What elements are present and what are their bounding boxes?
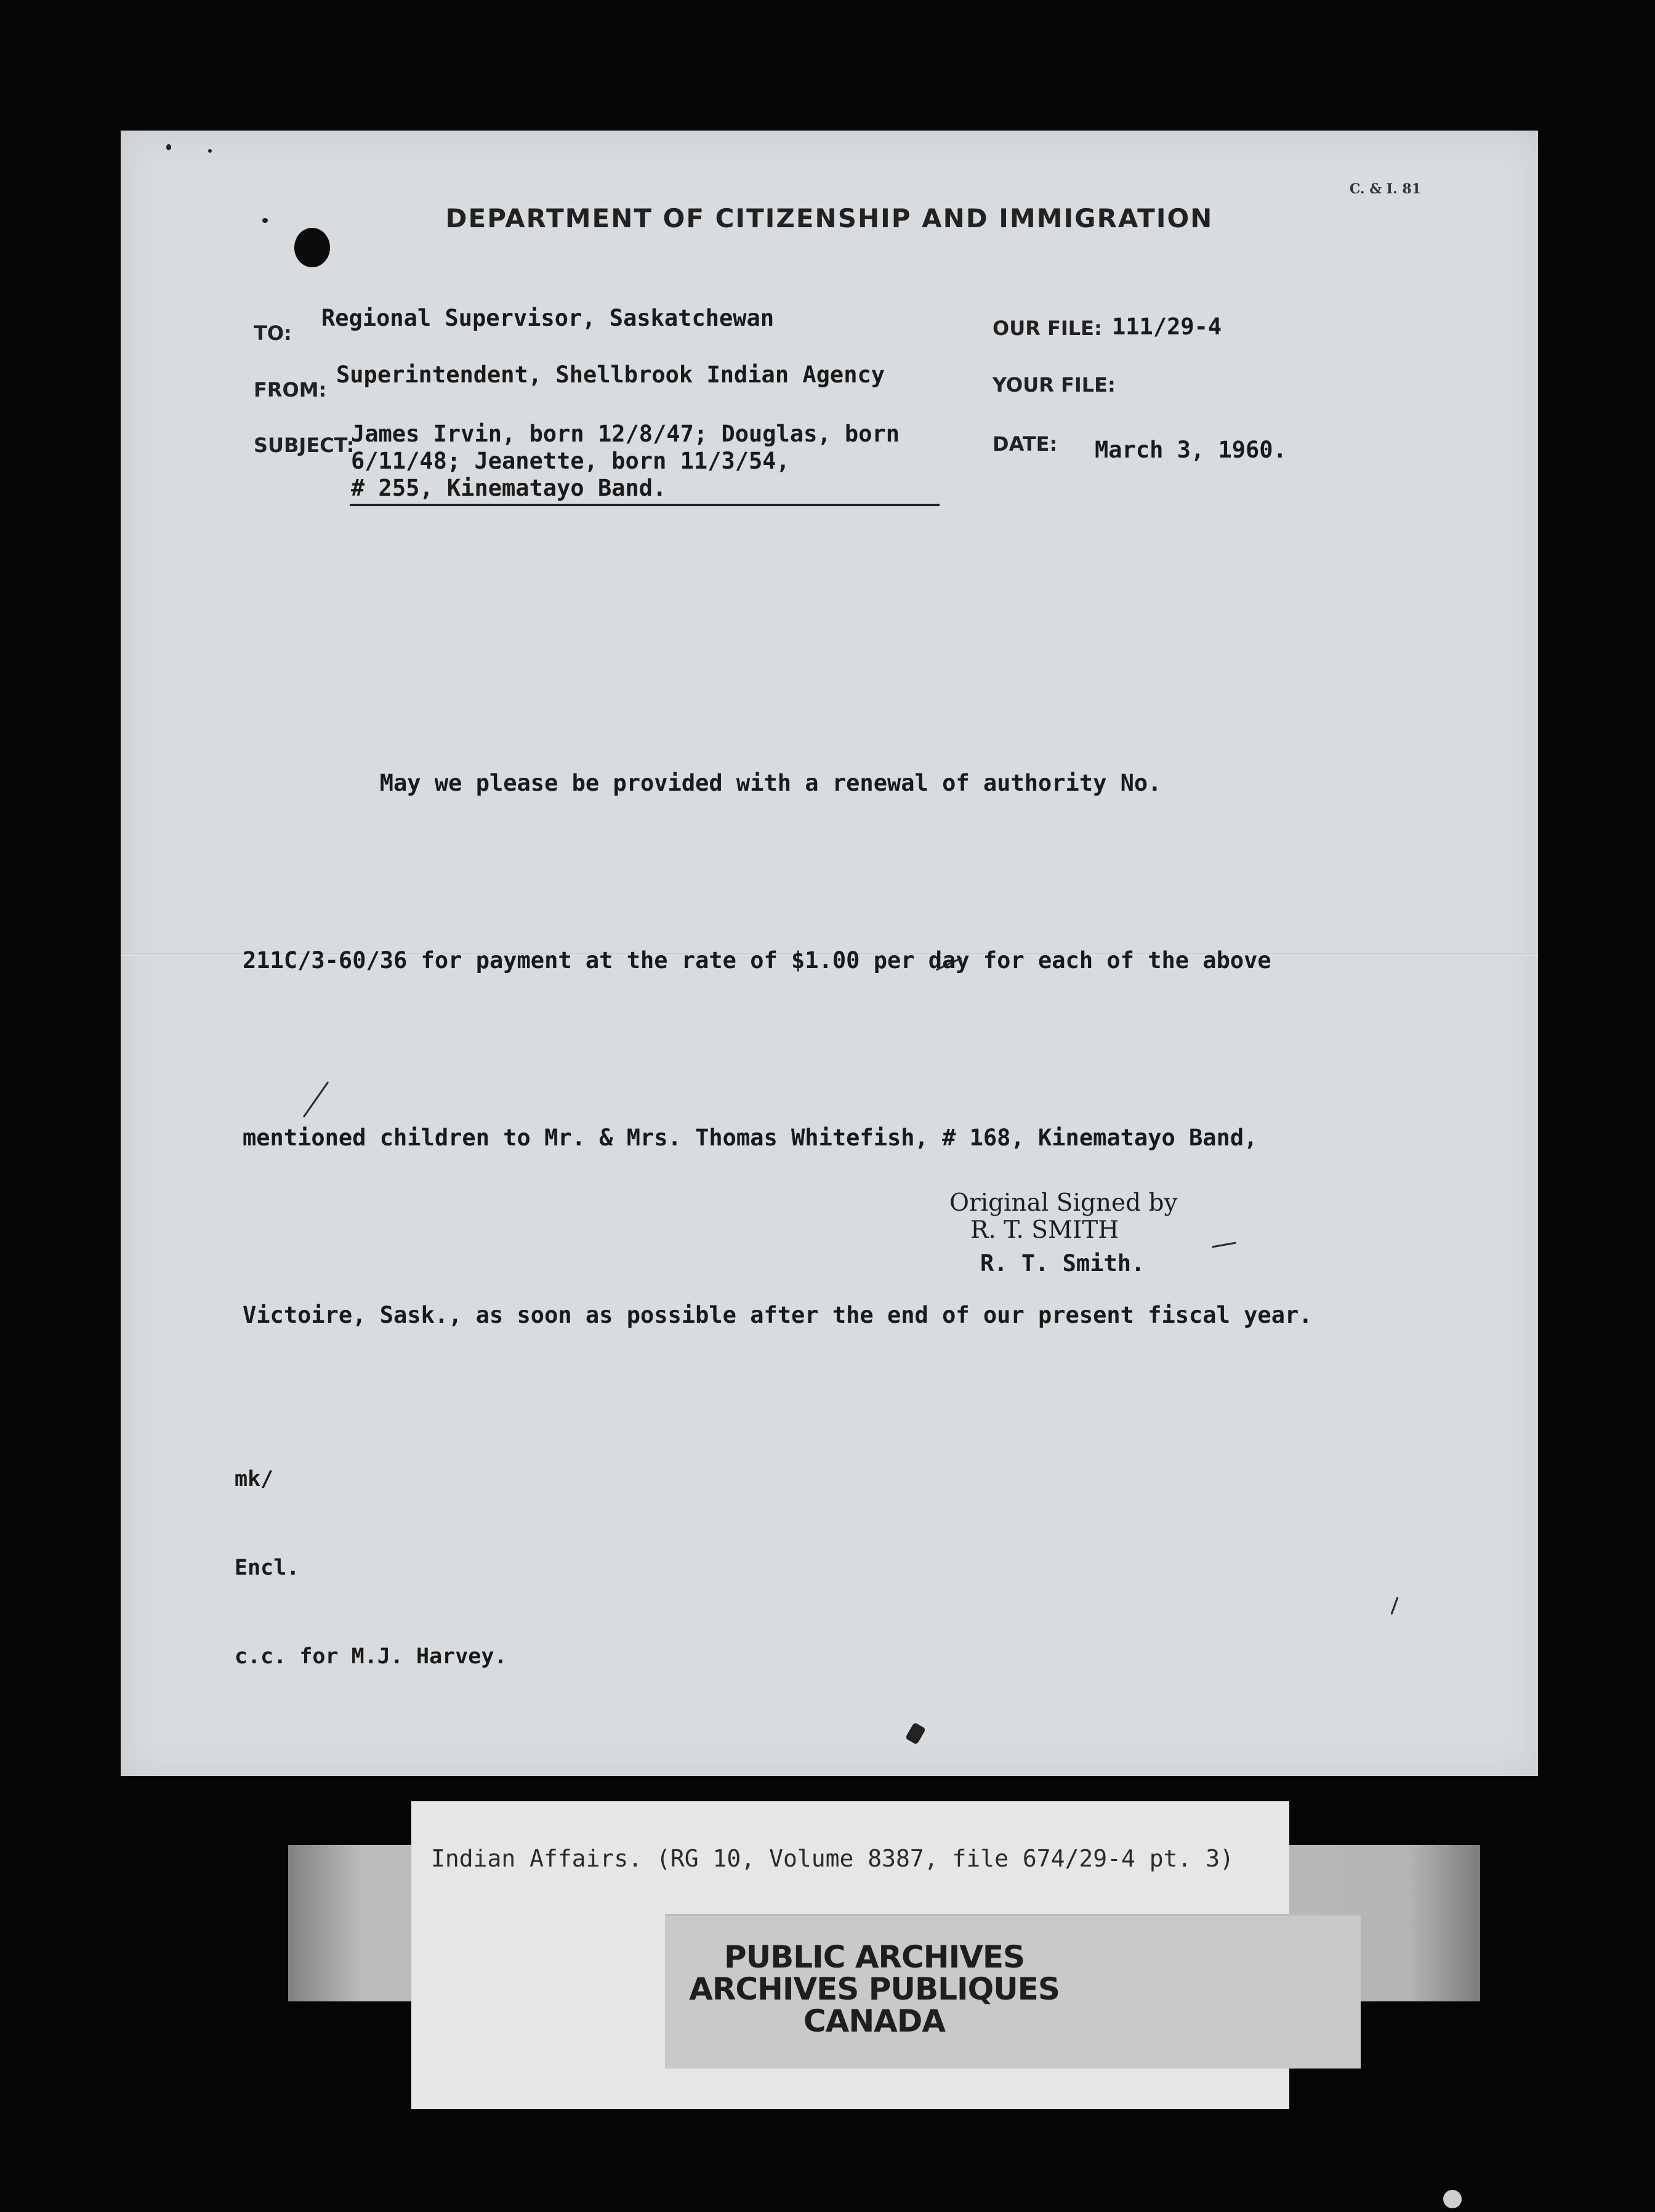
archive-stamp-line: ARCHIVES PUBLIQUES xyxy=(689,1971,1060,2007)
to-value: Regional Supervisor, Saskatchewan xyxy=(321,305,775,331)
body-line: 211C/3-60/36 for payment at the rate of $1.00 per day for each of the above xyxy=(243,947,1271,974)
archive-file-reference: Indian Affairs. (RG 10, Volume 8387, file 674/29-4 pt. 3) xyxy=(431,1845,1234,1872)
signature-stamp xyxy=(949,1190,1177,1244)
subject-underline xyxy=(350,504,940,506)
signature-stamp-line: R. T. SMITH xyxy=(970,1216,1119,1244)
ink-blot xyxy=(294,228,330,267)
from-value: Superintendent, Shellbrook Indian Agency xyxy=(336,361,885,388)
archive-stamp-line: PUBLIC ARCHIVES xyxy=(723,1939,1025,1975)
subject-line-3: # 255, Kinematayo Band. xyxy=(351,475,667,501)
date-label: DATE: xyxy=(993,432,1058,456)
department-heading: DEPARTMENT OF CITIZENSHIP AND IMMIGRATION xyxy=(445,203,1214,233)
our-file-value: 111/29-4 xyxy=(1112,313,1222,340)
signature-stamp-line: Original Signed by xyxy=(949,1189,1178,1217)
footer-line: Encl. xyxy=(235,1556,300,1580)
body-line: May we please be provided with a renewal of authority No. xyxy=(243,770,1162,796)
form-code: C. & I. 81 xyxy=(1349,181,1421,197)
subject-line-1: James Irvin, born 12/8/47; Douglas, born xyxy=(351,421,900,447)
archive-stamp xyxy=(603,1941,1145,2037)
scratch xyxy=(1390,1597,1398,1615)
speck xyxy=(166,144,171,150)
from-label: FROM: xyxy=(254,378,327,402)
your-file-label: YOUR FILE: xyxy=(993,373,1116,397)
speck xyxy=(905,1722,926,1745)
body-line: mentioned children to Mr. & Mrs. Thomas Whitefish, # 168, Kinematayo Band, xyxy=(243,1124,1258,1151)
body-line: Victoire, Sask., as soon as possible after the end of our present fiscal year. xyxy=(243,1302,1313,1328)
date-value: March 3, 1960. xyxy=(1095,437,1287,463)
speck xyxy=(208,149,212,153)
typed-signature: R. T. Smith. xyxy=(980,1250,1145,1277)
to-label: TO: xyxy=(254,321,292,345)
subject-line-2: 6/11/48; Jeanette, born 11/3/54, xyxy=(351,448,790,474)
letter-footer xyxy=(235,1405,507,1730)
archive-stamp-line: CANADA xyxy=(803,2003,946,2039)
footer-line: c.c. for M.J. Harvey. xyxy=(235,1644,507,1669)
our-file-label: OUR FILE: xyxy=(993,317,1102,340)
letter-page xyxy=(121,131,1538,1776)
film-edge-mark xyxy=(1443,2190,1462,2208)
letter-body xyxy=(243,636,1412,1463)
footer-line: mk/ xyxy=(235,1467,274,1491)
subject-label: SUBJECT: xyxy=(254,434,355,457)
